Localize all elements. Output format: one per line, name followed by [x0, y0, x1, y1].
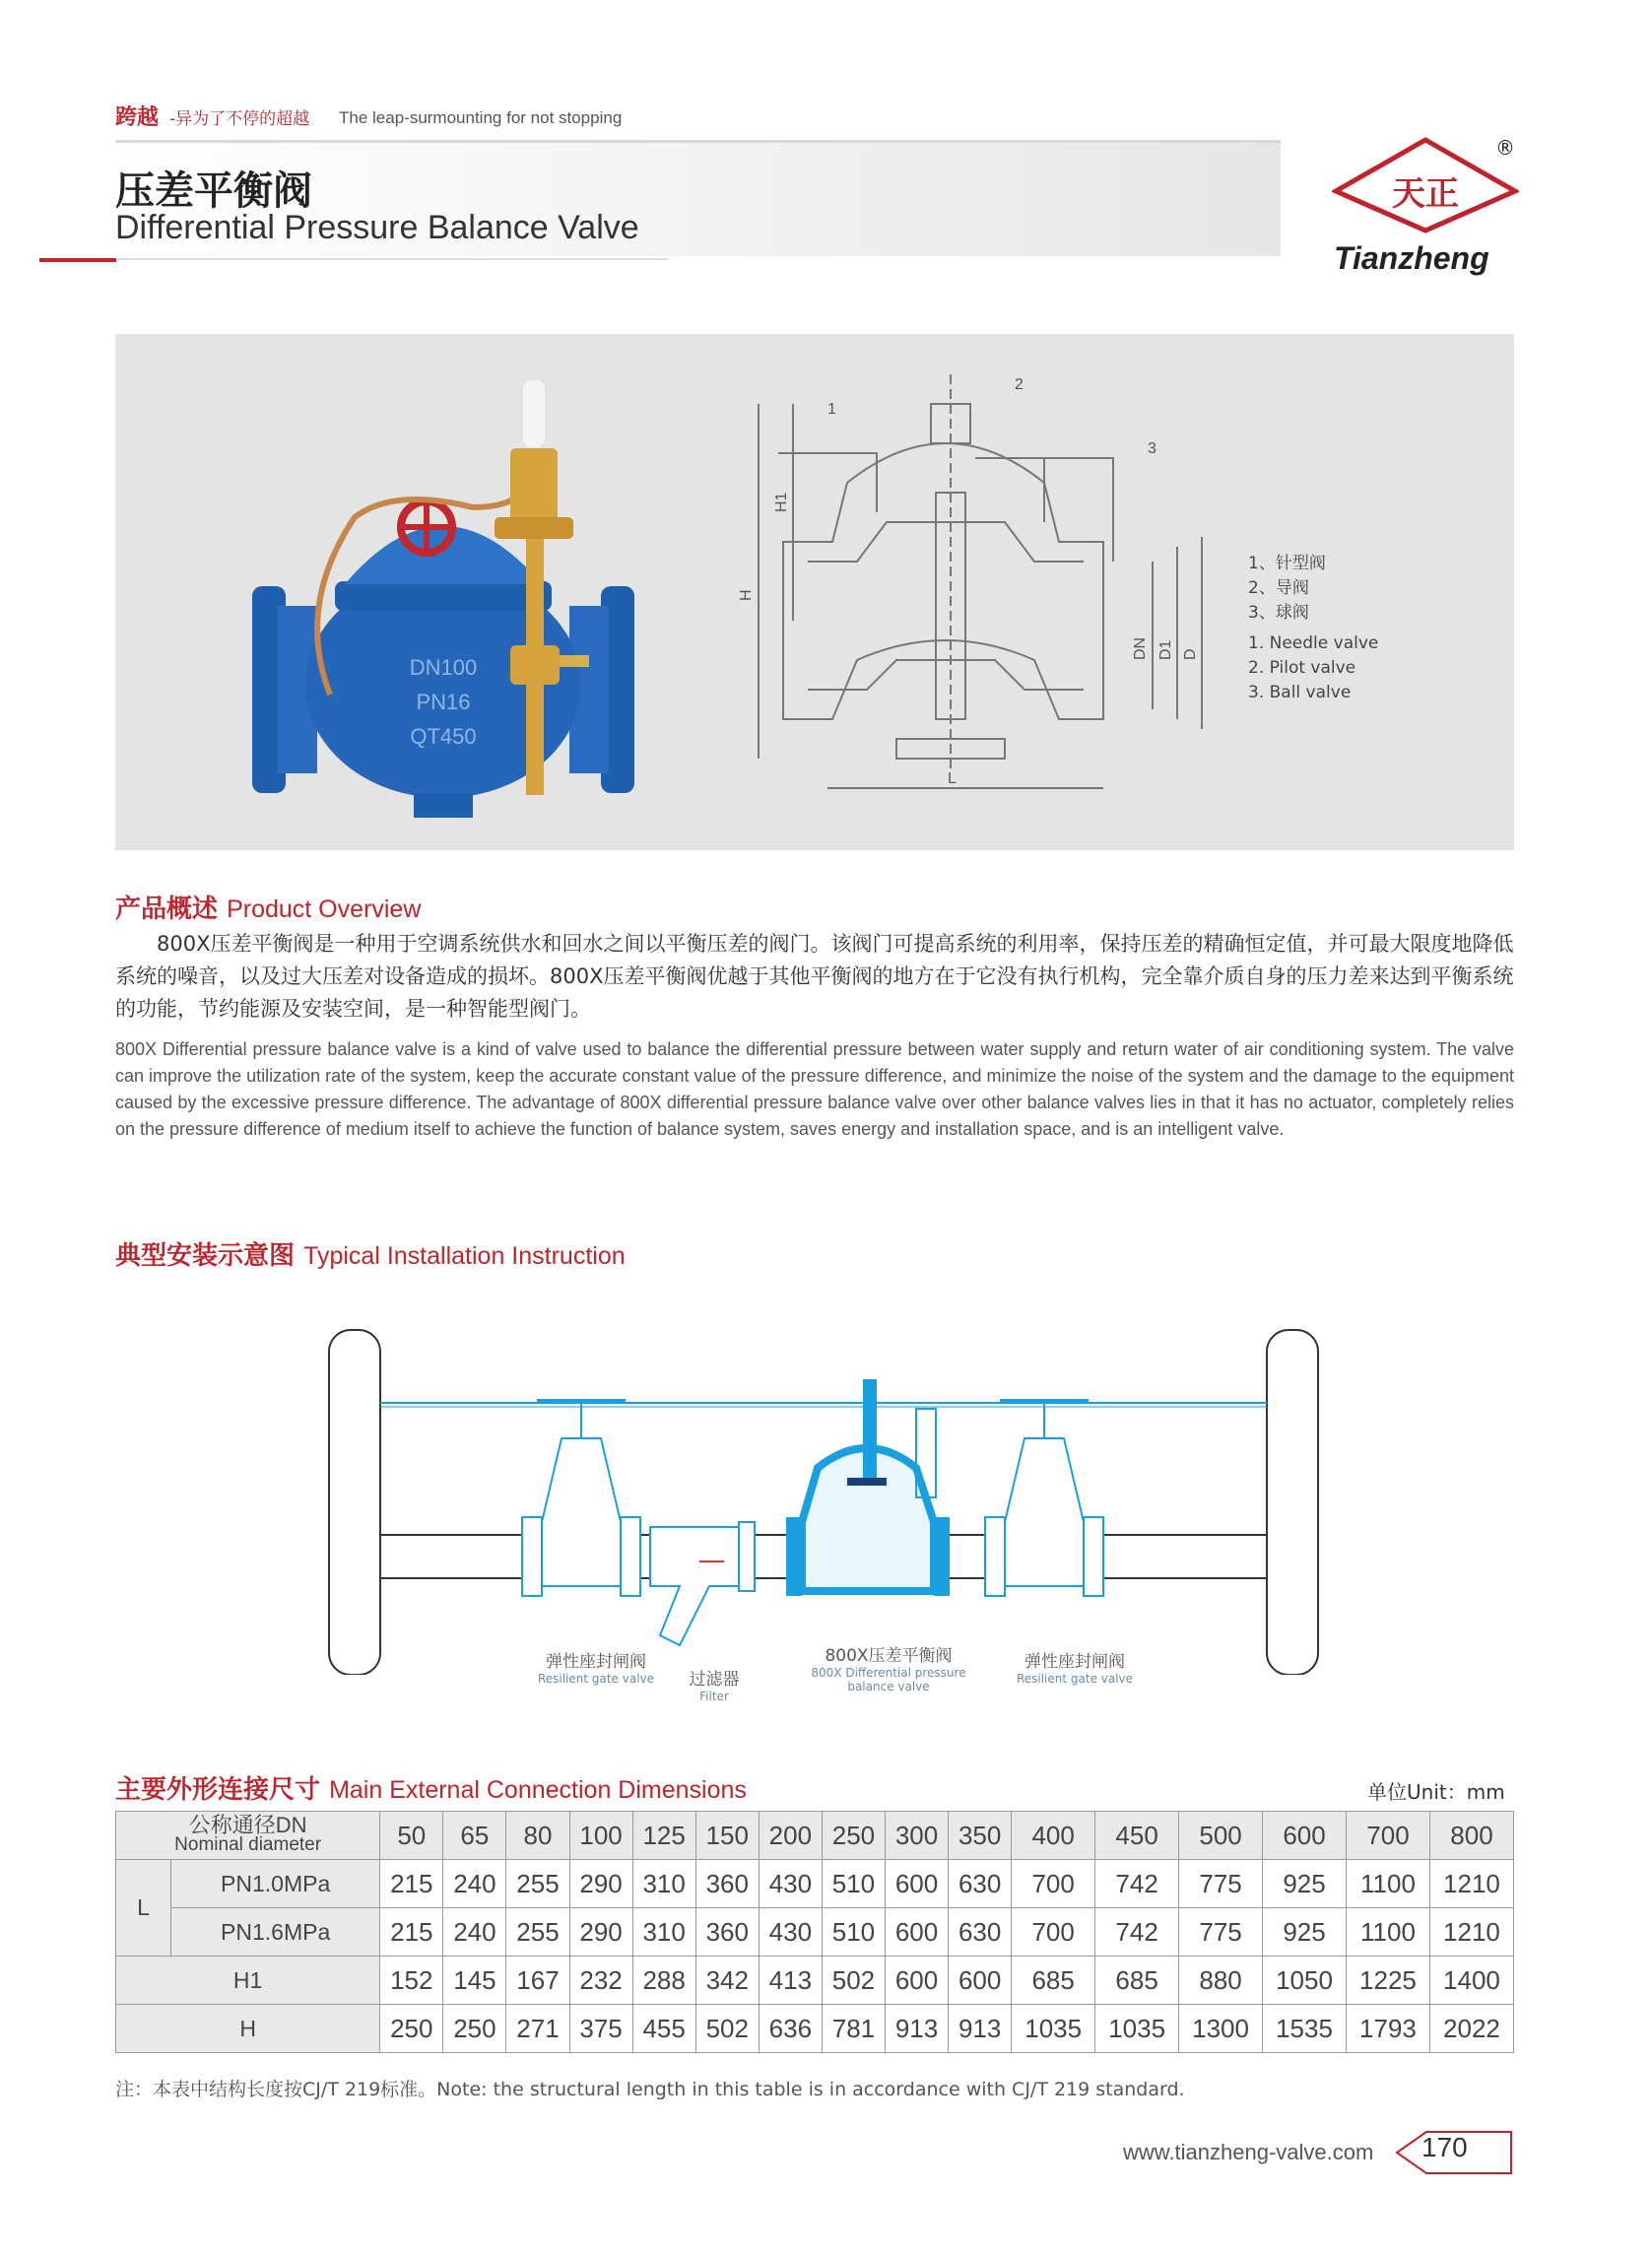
- company-logo: [1332, 136, 1519, 234]
- table-cell: 600: [886, 1860, 949, 1908]
- table-cell: 880: [1179, 1957, 1263, 2005]
- table-cell: 2022: [1429, 2005, 1513, 2053]
- table-cell: 150: [695, 1812, 759, 1860]
- table-cell: 240: [443, 1860, 506, 1908]
- header-en: Nominal diameter: [174, 1834, 322, 1855]
- table-cell: 630: [949, 1908, 1012, 1957]
- table-cell: 250: [380, 2005, 443, 2053]
- table-cell: 145: [443, 1957, 506, 2005]
- balance-valve: [786, 1379, 950, 1596]
- callout-1: 1: [827, 401, 836, 418]
- table-cell: 510: [822, 1908, 885, 1957]
- logo-name: Tianzheng: [1334, 240, 1489, 276]
- label-filter: 过滤器 Filter: [689, 1670, 740, 1703]
- table-cell: 290: [569, 1908, 632, 1957]
- table-cell: 1210: [1429, 1908, 1513, 1957]
- table-cell: 636: [759, 2005, 822, 2053]
- table-cell: 1035: [1012, 2005, 1095, 2053]
- table-cell: PN1.6MPa: [171, 1908, 380, 1957]
- table-cell: 50: [380, 1812, 443, 1860]
- table-cell: 510: [822, 1860, 885, 1908]
- table-cell: 742: [1095, 1908, 1179, 1957]
- slogan-cn: -异为了不停的超越: [169, 109, 310, 129]
- table-cell: 742: [1095, 1860, 1179, 1908]
- legend-item: 1. Needle valve: [1248, 633, 1379, 653]
- table-cell: 250: [443, 2005, 506, 2053]
- table-cell: 430: [759, 1908, 822, 1957]
- table-cell: 152: [380, 1957, 443, 2005]
- page-title-en: Differential Pressure Balance Valve: [115, 209, 639, 246]
- table-cell: PN1.0MPa: [171, 1860, 380, 1908]
- pilot-valve: [510, 448, 558, 527]
- table-cell: 600: [949, 1957, 1012, 2005]
- legend-item: 2. Pilot valve: [1248, 658, 1356, 678]
- dim-label-h: H: [738, 589, 755, 601]
- table-cell: 455: [632, 2005, 695, 2053]
- table-cell: 215: [380, 1860, 443, 1908]
- table-cell: 200: [759, 1812, 822, 1860]
- dim-label-h1: H1: [773, 492, 790, 512]
- table-cell: 255: [506, 1860, 569, 1908]
- table-cell: 271: [506, 2005, 569, 2053]
- table-cell: 360: [695, 1908, 759, 1957]
- table-cell: 775: [1179, 1908, 1263, 1957]
- table-row: [116, 1812, 1514, 1860]
- table-cell: 700: [1012, 1908, 1095, 1957]
- table-cell: 400: [1012, 1812, 1095, 1860]
- label-gate-valve-left: 弹性座封闸阀 Resilient gate valve: [537, 1652, 655, 1686]
- technical-drawing: [690, 365, 1241, 818]
- table-cell: 1100: [1347, 1908, 1430, 1957]
- table-cell: 240: [443, 1908, 506, 1957]
- table-cell: 1050: [1263, 1957, 1347, 2005]
- table-cell: 913: [886, 2005, 949, 2053]
- table-cell: 125: [632, 1812, 695, 1860]
- table-cell: 250: [822, 1812, 885, 1860]
- table-cell: 600: [1263, 1812, 1347, 1860]
- dim-label-d: D: [1182, 648, 1199, 660]
- left-header-tank: [329, 1330, 380, 1675]
- table-cell: L: [116, 1860, 171, 1957]
- table-row: [116, 1860, 1514, 1908]
- registered-mark: ®: [1495, 136, 1515, 160]
- table-cell: 80: [506, 1812, 569, 1860]
- legend-item: 1、针型阀: [1248, 554, 1326, 573]
- table-cell: 310: [632, 1860, 695, 1908]
- table-row: [116, 2005, 1514, 2053]
- drawing-legend: [1248, 552, 1378, 705]
- table-cell: H: [116, 2005, 380, 2053]
- table-cell: 310: [632, 1908, 695, 1957]
- table-cell: 300: [886, 1812, 949, 1860]
- header-top-line: [115, 140, 1281, 143]
- table-cell: 925: [1263, 1908, 1347, 1957]
- table-cell: 700: [1012, 1860, 1095, 1908]
- table-cell: 360: [695, 1860, 759, 1908]
- overview-text-en: 800X Differential pressure balance valve is a kind of valve used to balance the differential pressure between water supply and return water of air conditioning system. The valve can improve the utilization rate of the system, keep the accurate constant value of the pressure difference, and minimize the noise of the system and the damage to the equipment caused by the excessive pressure difference. The advantage of 800X differential pressure balance valve over other balance valves lies in that it has no actuator, completely relies on the pressure difference of medium itself to achieve the function of balance system, saves energy and installation space, and is an intelligent valve.: [115, 1039, 1514, 1139]
- pilot-cap: [522, 379, 546, 448]
- table-cell: 800: [1429, 1812, 1513, 1860]
- table-cell: 600: [886, 1957, 949, 2005]
- gate-valve-right: [985, 1399, 1103, 1596]
- logo-chars: 天正: [1392, 174, 1459, 214]
- gate-valve-left: [522, 1399, 640, 1596]
- table-cell: 1535: [1263, 2005, 1347, 2053]
- legend-item: 2、导阀: [1248, 578, 1309, 598]
- table-note: 注：本表中结构长度按CJ/T 219标准。Note: the structural length in this table is in accordance with CJ/T 219 standard.: [115, 2079, 1185, 2100]
- table-cell: 1300: [1179, 2005, 1263, 2053]
- table-cell: 1225: [1347, 1957, 1430, 2005]
- table-cell: 232: [569, 1957, 632, 2005]
- table-cell: 1793: [1347, 2005, 1430, 2053]
- dimensions-table: [115, 1811, 1514, 2053]
- table-cell: 65: [443, 1812, 506, 1860]
- table-cell: 502: [695, 2005, 759, 2053]
- table-cell: 450: [1095, 1812, 1179, 1860]
- table-cell: 781: [822, 2005, 885, 2053]
- title-accent-rule: [39, 258, 116, 262]
- body-mark-dn: DN100: [409, 655, 478, 680]
- body-mark-pn: PN16: [416, 690, 471, 714]
- slogan-en: The leap-surmounting for not stopping: [339, 108, 623, 127]
- table-cell: 700: [1347, 1812, 1430, 1860]
- table-cell: 1400: [1429, 1957, 1513, 2005]
- ball-valve: [510, 645, 560, 685]
- installation-diagram: [315, 1320, 1340, 1675]
- table-cell: 342: [695, 1957, 759, 2005]
- table-row: [116, 1957, 1514, 2005]
- table-cell: H1: [116, 1957, 380, 2005]
- callout-3: 3: [1148, 440, 1156, 457]
- table-cell: 775: [1179, 1860, 1263, 1908]
- table-cell: 375: [569, 2005, 632, 2053]
- table-cell: 913: [949, 2005, 1012, 2053]
- table-cell: 430: [759, 1860, 822, 1908]
- table-cell: 290: [569, 1860, 632, 1908]
- table-cell: 255: [506, 1908, 569, 1957]
- dim-label-l: L: [948, 770, 957, 787]
- table-cell: 167: [506, 1957, 569, 2005]
- header-cn: 公称通径DN: [188, 1813, 307, 1837]
- label-balance-valve: 800X压差平衡阀 800X Differential pressure balance valve: [811, 1646, 966, 1693]
- dim-label-dn: DN: [1132, 636, 1149, 660]
- install-heading: 典型安装示意图 Typical Installation Instruction: [115, 1241, 626, 1271]
- table-cell: 350: [949, 1812, 1012, 1860]
- website: www.tianzheng-valve.com: [1123, 2140, 1374, 2164]
- table-cell: 413: [759, 1957, 822, 2005]
- table-cell: 100: [569, 1812, 632, 1860]
- table-cell: 685: [1095, 1957, 1179, 2005]
- dim-label-d1: D1: [1157, 639, 1174, 660]
- callout-2: 2: [1015, 376, 1024, 393]
- header-nominal-diameter: [116, 1812, 380, 1860]
- table-cell: 630: [949, 1860, 1012, 1908]
- overview-heading: 产品概述 Product Overview: [115, 895, 422, 924]
- right-header-tank: [1267, 1330, 1318, 1675]
- legend-item: 3、球阀: [1248, 603, 1309, 623]
- table-cell: 500: [1179, 1812, 1263, 1860]
- page-number: 170: [1421, 2132, 1468, 2162]
- drawing-body: [783, 443, 1103, 719]
- legend-item: 3. Ball valve: [1248, 683, 1352, 702]
- dimensions-heading: 主要外形连接尺寸 Main External Connection Dimensions: [115, 1775, 747, 1805]
- body-mark-qt: QT450: [410, 724, 477, 749]
- overview-text-cn: 800X压差平衡阀是一种用于空调系统供水和回水之间以平衡压差的阀门。该阀门可提高系统的利用率，保持压差的精确恒定值，并可最大限度地降低系统的噪音，以及过大压差对设备造成的损坏。800X压差平衡阀优越于其他平衡阀的地方在于它没有执行机构，完全靠介质自身的压力差来达到平衡系统的功能，节约能源及安装空间，是一种智能型阀门。: [115, 932, 1514, 1021]
- title-rule: [116, 258, 668, 260]
- label-gate-valve-right: 弹性座封闸阀 Resilient gate valve: [1016, 1652, 1134, 1686]
- table-cell: 685: [1012, 1957, 1095, 2005]
- brand-tag: 跨越: [115, 105, 160, 130]
- page-title-cn: 压差平衡阀: [115, 168, 312, 214]
- table-cell: 925: [1263, 1860, 1347, 1908]
- table-cell: 600: [886, 1908, 949, 1957]
- bonnet-flange: [335, 581, 552, 611]
- table-cell: 1035: [1095, 2005, 1179, 2053]
- table-cell: 288: [632, 1957, 695, 2005]
- filter: [650, 1522, 755, 1645]
- valve-photo: [236, 360, 749, 832]
- table-row: [116, 1908, 1514, 1957]
- unit-label: 单位Unit：mm: [1367, 1780, 1505, 1804]
- table-cell: 215: [380, 1908, 443, 1957]
- table-cell: 502: [822, 1957, 885, 2005]
- table-cell: 1210: [1429, 1860, 1513, 1908]
- table-cell: 1100: [1347, 1860, 1430, 1908]
